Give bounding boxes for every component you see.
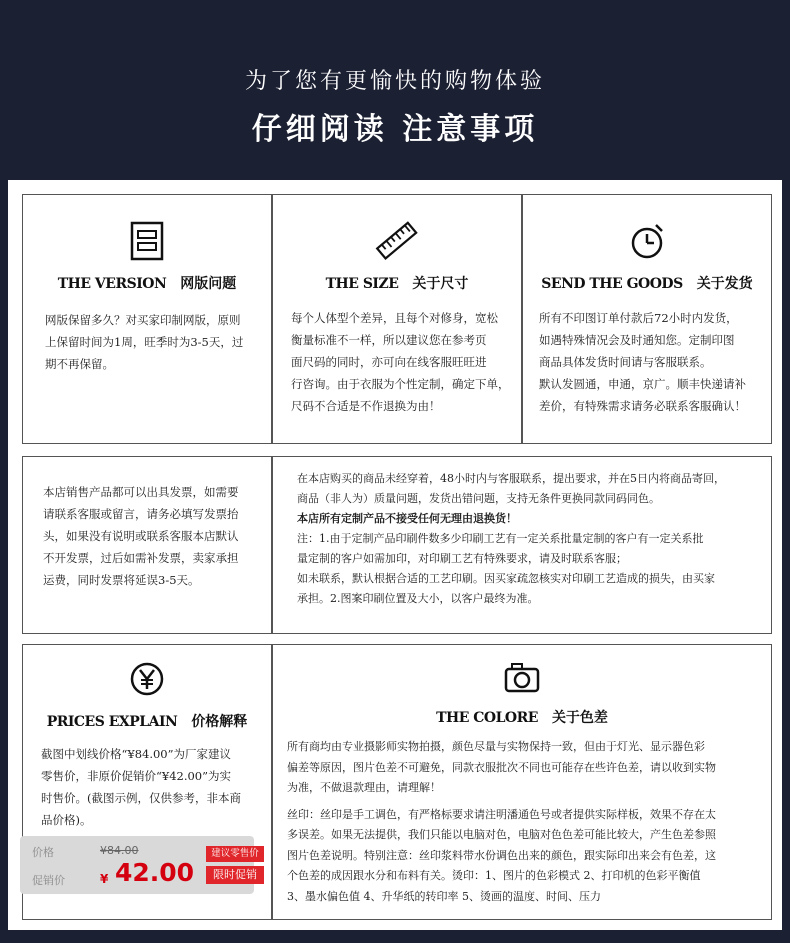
color-heading: [273, 707, 771, 727]
invoice-line: 头，如果没有说明或联系客服本店默认: [43, 529, 239, 543]
color-line: 3、墨水偏色值 4、升华纸的转印率 5、烫画的温度、时间、压力: [287, 889, 601, 903]
shipping-box: [522, 194, 772, 444]
size-title-cn: 关于尺寸: [412, 276, 469, 292]
price-heading: [23, 711, 271, 731]
shipping-line: 差价，有特殊需求请务必联系客服确认！: [539, 399, 746, 413]
size-box: [272, 194, 522, 444]
returns-note-line: 承担。2.图案印刷位置及大小，以客户最终为准。: [297, 592, 539, 605]
invoice-box: [22, 456, 272, 634]
size-title-en: THE SIZE: [325, 276, 399, 292]
size-line: 尺码不合适是不作退换为由！: [291, 399, 441, 413]
page-header: [0, 0, 790, 180]
shipping-heading: [523, 273, 771, 293]
color-line: 个色差的成因跟水分和布料有关。烫印：1、图片的色彩模式 2、打印机的色彩平衡值: [287, 869, 701, 882]
invoice-line: 运费，同时发票将延误3-5天。: [43, 573, 200, 587]
color-title-cn: 关于色差: [551, 710, 608, 726]
price-line: 时售价。(截图示例，仅供参考，非本商: [41, 791, 241, 805]
shipping-line: 所有不印图订单付款后72小时内发货，: [539, 311, 738, 325]
returns-note-line: 如未联系，默认根据合适的工艺印刷。因买家疏忽核实对印刷工艺造成的损失，由买家: [297, 572, 715, 585]
shipping-line: 默认发圆通，申通，京广。顺丰快递请补: [539, 377, 746, 391]
size-line: 衡量标准不一样，所以建议您在参考页: [291, 333, 487, 347]
color-line: 为准，不做退款理由，请理解！: [287, 781, 441, 794]
suggested-price-tag: 建议零售价: [206, 846, 264, 862]
invoice-line: 本店销售产品都可以出具发票，如需要: [43, 485, 239, 499]
shipping-title-en: SEND THE GOODS: [541, 276, 683, 292]
price-example-card: [20, 836, 259, 894]
shipping-line: 商品具体发货时间请与客服联系。: [539, 355, 712, 369]
version-text: [23, 293, 271, 375]
yen-icon: [129, 661, 165, 697]
invoice-line: 请联系客服或留言，请务必填写发票抬: [43, 507, 239, 521]
color-line: 偏差等原因，图片色差不可避免，同款衣服批次不同也可能存在些许色差，请以收到实物: [287, 760, 716, 774]
notice-panel: [8, 180, 782, 930]
size-line: 行咨询。由于衣服为个性定制，确定下单，: [291, 377, 510, 391]
color-line: 图片色差说明。特别注意：丝印浆料带水份调色出来的颜色，跟实际印出来会有色差，这: [287, 848, 716, 862]
header-subtitle: 为了您有更愉快的购物体验: [244, 69, 545, 94]
price-title-cn: 价格解释: [191, 714, 248, 730]
color-line: 多误差。如果无法提供，我们只能以电脑对色，电脑对色色差可能比较大，产生色差参照: [287, 828, 716, 841]
invoice-text: [23, 457, 271, 591]
returns-note-line: 注：1.由于定制产品印刷件数多少印刷工艺有一定关系批量定制的客户有一定关系批: [297, 532, 704, 545]
size-heading: [273, 273, 521, 293]
orig-price: ¥84.00: [100, 844, 139, 857]
version-heading: [23, 273, 271, 293]
price-line: 品价格)。: [41, 813, 92, 827]
shipping-line: 如遇特殊情况会及时通知您。定制印图: [539, 333, 735, 347]
price-line: 零售价，非原价促销价“¥42.00”为实: [41, 769, 231, 783]
shipping-text: [523, 293, 771, 417]
color-line: 所有商均由专业摄影师实物拍摄，颜色尽量与实物保持一致，但由于灯光、显示器色彩: [287, 740, 705, 753]
price-line: 截图中划线价格“¥84.00”为厂家建议: [41, 747, 231, 761]
color-box: [272, 644, 772, 920]
promo-price: 42.00: [115, 858, 195, 887]
version-line: 期不再保留。: [45, 357, 114, 371]
returns-note-line: 量定制的客户如需加印，对印刷工艺有特殊要求，请及时联系客服；: [297, 552, 627, 565]
clock-icon: [627, 221, 667, 261]
document-icon: [129, 221, 165, 261]
limited-promo-tag: 限时促销: [206, 866, 264, 884]
returns-line: 在本店购买的商品未经穿着，48小时内与客服联系，提出要求，并在5日内将商品寄回，: [297, 472, 725, 485]
size-line: 面尺码的同时，亦可向在线客服旺旺进: [291, 355, 487, 369]
camera-icon: [502, 661, 542, 695]
color-title-en: THE COLORE: [436, 710, 538, 726]
price-title-en: PRICES EXPLAIN: [46, 714, 178, 730]
version-line: 上保留时间为1周，旺季时为3-5天，过: [45, 335, 244, 349]
ruler-icon: [375, 221, 419, 261]
returns-bold-line: 本店所有定制产品不接受任何无理由退换货！: [297, 512, 517, 525]
version-box: [22, 194, 272, 444]
returns-box: [272, 456, 772, 634]
returns-text: [273, 457, 771, 609]
size-line: 每个人体型个差异，且每个对修身，宽松: [291, 311, 498, 325]
version-line: 网版保留多久？对买家印制网版，原则: [45, 313, 241, 327]
version-title-en: THE VERSION: [57, 276, 167, 292]
returns-line: 商品（非人为）质量问题，发货出错问题，支持无条件更换同款同码同色。: [297, 492, 660, 505]
color-text: [273, 727, 771, 907]
promo-price-label: 促销价: [32, 874, 65, 887]
shipping-title-cn: 关于发货: [696, 276, 753, 292]
header-title: 仔细阅读 注意事项: [251, 112, 539, 147]
size-text: [273, 293, 521, 417]
promo-currency: ¥: [100, 872, 109, 886]
color-line: 丝印：丝印是手工调色，有严格标要求请注明潘通色号或者提供实际样板，效果不存在太: [287, 807, 716, 821]
orig-price-label: 价格: [32, 846, 54, 859]
version-title-cn: 网版问题: [180, 276, 237, 292]
invoice-line: 不开发票，过后如需补发票，卖家承担: [43, 551, 239, 565]
price-text: [23, 731, 271, 831]
